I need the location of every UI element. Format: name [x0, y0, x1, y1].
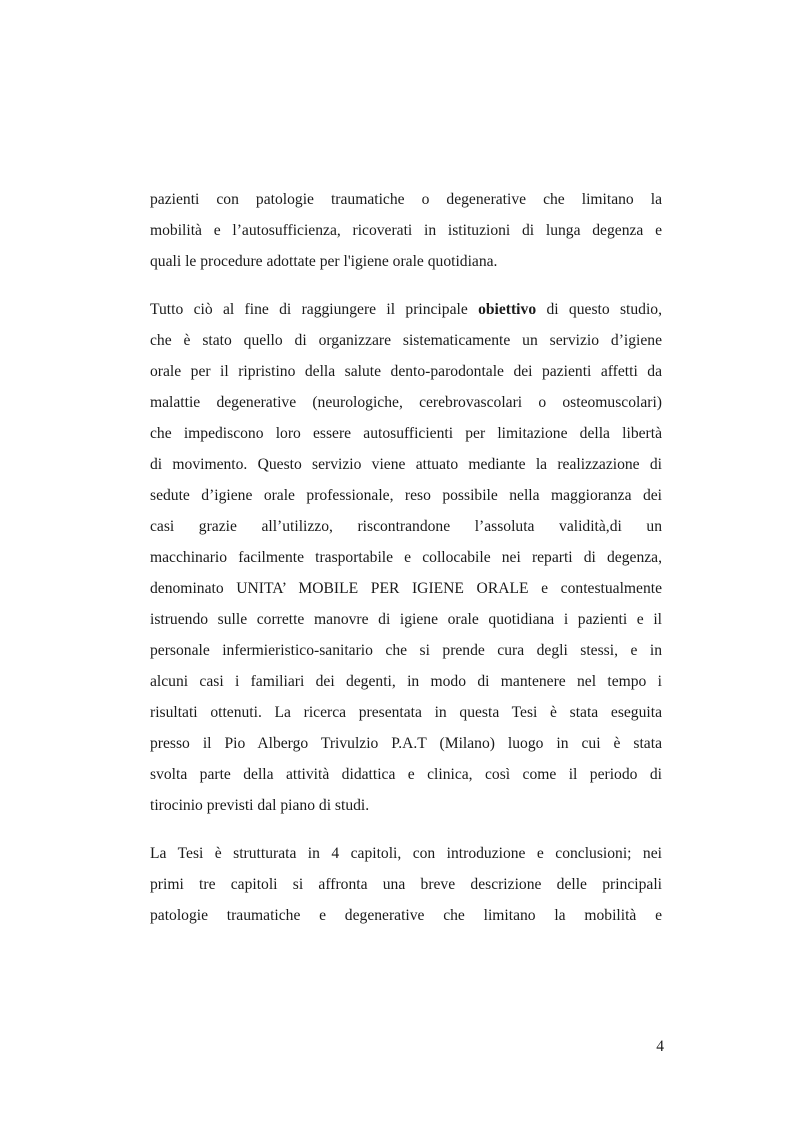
text-line: casi grazie all’utilizzo, riscontrandone l’assoluta validità,di un: [150, 518, 662, 535]
text-line-with-bold: [150, 294, 662, 325]
text-line: mobilità e l’autosufficienza, ricoverati in istituzioni di lunga degenza e: [150, 222, 662, 239]
text-line: alcuni casi i familiari dei degenti, in modo di mantenere nel tempo i: [150, 673, 662, 690]
text-line: di movimento. Questo servizio viene attuato mediante la realizzazione di: [150, 456, 662, 473]
text-line: che è stato quello di organizzare sistematicamente un servizio d’igiene: [150, 332, 662, 349]
text-line: risultati ottenuti. La ricerca presentata in questa Tesi è stata eseguita: [150, 704, 662, 721]
line-segment: di questo studio,: [536, 301, 662, 318]
text-line: primi tre capitoli si affronta una breve descrizione delle principali: [150, 876, 662, 893]
text-line: istruendo sulle corrette manovre di igiene orale quotidiana i pazienti e il: [150, 611, 662, 628]
text-line: svolta parte della attività didattica e clinica, così come il periodo di: [150, 766, 662, 783]
paragraph-3: [150, 838, 662, 931]
text-line: presso il Pio Albergo Trivulzio P.A.T (Milano) luogo in cui è stata: [150, 735, 662, 752]
body-text: [150, 184, 662, 948]
text-line: denominato UNITA’ MOBILE PER IGIENE ORALE e contestualmente: [150, 580, 662, 597]
text-line: macchinario facilmente trasportabile e collocabile nei reparti di degenza,: [150, 549, 662, 566]
page-number: 4: [656, 1038, 664, 1055]
text-line: personale infermieristico-sanitario che si prende cura degli stessi, e in: [150, 642, 662, 659]
line-segment: Tutto ciò al fine di raggiungere il principale: [150, 301, 479, 318]
bold-keyword-obiettivo: obiettivo: [478, 301, 537, 318]
text-line: quali le procedure adottate per l'igiene orale quotidiana.: [150, 253, 498, 270]
text-line: La Tesi è strutturata in 4 capitoli, con introduzione e conclusioni; nei: [150, 845, 662, 862]
text-line: tirocinio previsti dal piano di studi.: [150, 797, 370, 814]
text-line: orale per il ripristino della salute dento-parodontale dei pazienti affetti da: [150, 363, 662, 380]
text-line: pazienti con patologie traumatiche o degenerative che limitano la: [150, 191, 662, 208]
paragraph-1: [150, 184, 662, 277]
text-line: malattie degenerative (neurologiche, cerebrovascolari o osteomuscolari): [150, 394, 662, 411]
text-line: patologie traumatiche e degenerative che limitano la mobilità e: [150, 907, 662, 924]
text-line: sedute d’igiene orale professionale, reso possibile nella maggioranza dei: [150, 487, 662, 504]
text-line: che impediscono loro essere autosufficienti per limitazione della libertà: [150, 425, 662, 442]
paragraph-2: [150, 294, 662, 821]
